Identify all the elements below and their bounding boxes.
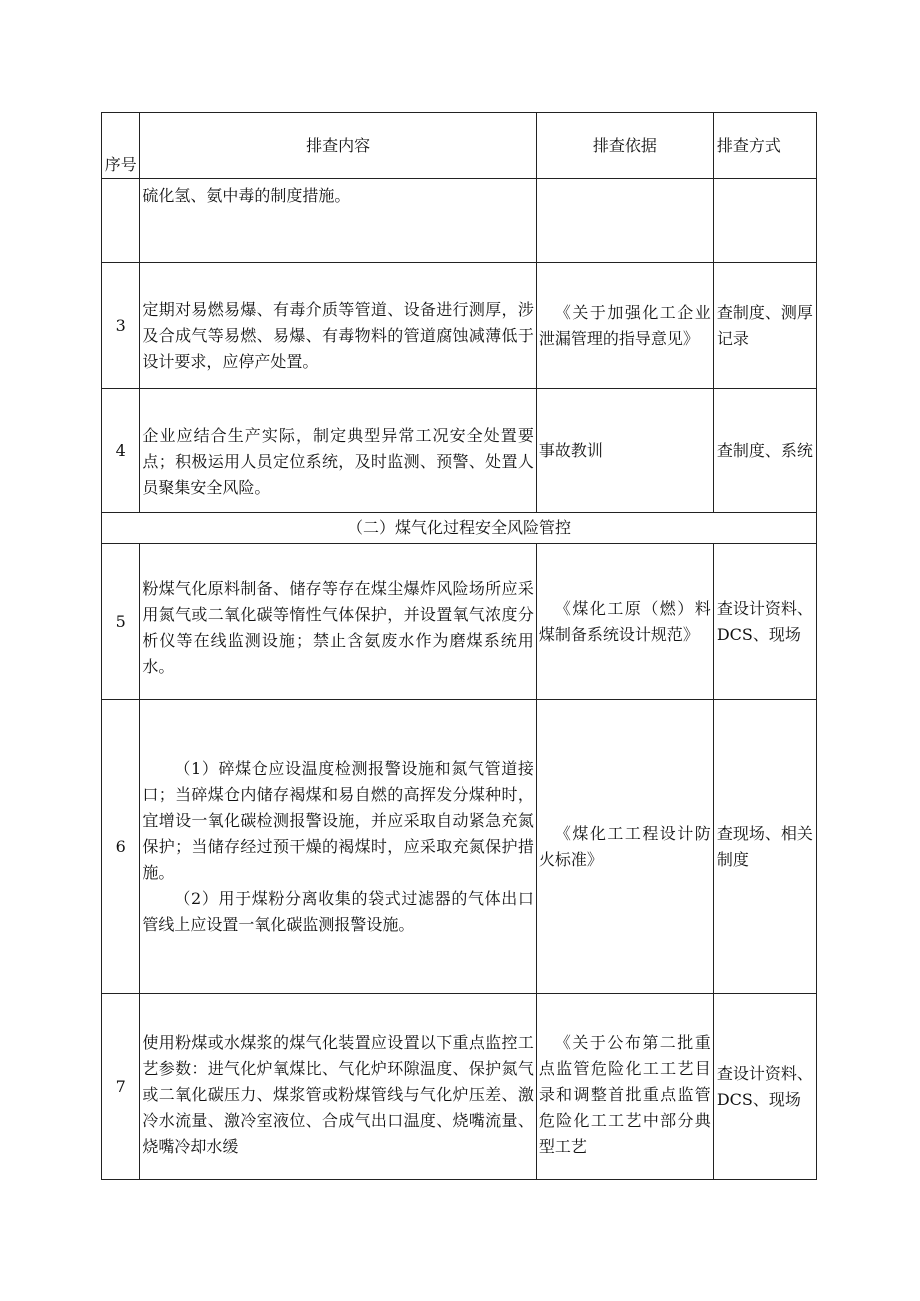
row-basis — [536, 994, 713, 1180]
content-text: 粉煤气化原料制备、储存等存在煤尘爆炸风险场所应采用氮气或二氧化碳等惰性气体保护，并设置氧气浓度分析仪等在线监测设施；禁止含氨废水作为磨煤系统用水。 — [142, 578, 534, 676]
row-content — [140, 544, 536, 700]
row-no: 7 — [102, 994, 140, 1180]
row-no: 4 — [102, 389, 140, 513]
row-content — [140, 179, 536, 263]
header-no: 序号 — [102, 113, 140, 179]
content-text: （1）碎煤仓应设温度检测报警设施和氮气管道接口；当碎煤仓内储存褐煤和易自燃的高挥发分煤种时，宜增设一氧化碳检测报警设施，并应采取自动紧急充氮保护；当储存经过预干燥的褐煤时，应采取充氮保护措施。 — [142, 758, 534, 882]
row-method — [713, 179, 816, 263]
section-row — [102, 513, 817, 544]
row-content — [140, 389, 536, 513]
table-row — [102, 179, 817, 263]
row-no: 3 — [102, 263, 140, 389]
row-basis — [536, 179, 713, 263]
row-method: 查设计资料、DCS、现场 — [713, 994, 816, 1180]
row-method: 查制度、测厚记录 — [713, 263, 816, 389]
basis-text: 《煤化工原（燃）料煤制备系统设计规范》 — [538, 598, 711, 644]
row-method: 查现场、相关制度 — [713, 700, 816, 994]
table-row — [102, 994, 817, 1180]
content-text: 使用粉煤或水煤浆的煤气化装置应设置以下重点监控工艺参数：进气化炉氧煤比、气化炉环隙温度、保护氮气或二氧化碳压力、煤浆管或粉煤管线与气化炉压差、激冷水流量、激冷室液位、合成气出口温度、烧嘴流量、烧嘴冷却水缓 — [142, 1032, 534, 1156]
row-no — [102, 179, 140, 263]
header-method: 排查方式 — [713, 113, 816, 179]
content-text: 企业应结合生产实际，制定典型异常工况安全处置要点；积极运用人员定位系统，及时监测、预警、处置人员聚集安全风险。 — [142, 425, 534, 497]
row-basis — [536, 544, 713, 700]
header-basis: 排查依据 — [536, 113, 713, 179]
row-basis — [536, 263, 713, 389]
section-title: （二）煤气化过程安全风险管控 — [102, 513, 817, 544]
table-row — [102, 544, 817, 700]
table-row — [102, 389, 817, 513]
row-method: 查设计资料、DCS、现场 — [713, 544, 816, 700]
row-method: 查制度、系统 — [713, 389, 816, 513]
table-row — [102, 263, 817, 389]
content-text: 硫化氢、氨中毒的制度措施。 — [142, 186, 351, 205]
row-content — [140, 994, 536, 1180]
table-row — [102, 700, 817, 994]
basis-text: 《煤化工工程设计防火标准》 — [538, 823, 711, 869]
row-basis — [536, 700, 713, 994]
row-content — [140, 700, 536, 994]
row-content — [140, 263, 536, 389]
row-basis — [536, 389, 713, 513]
inspection-table — [101, 112, 817, 1180]
header-content: 排查内容 — [140, 113, 536, 179]
basis-text: 《关于公布第二批重点监管危险化工工艺目录和调整首批重点监管危险化工工艺中部分典型工艺 — [538, 1032, 711, 1156]
table-header-row — [102, 113, 817, 179]
content-text: 定期对易燃易爆、有毒介质等管道、设备进行测厚，涉及合成气等易燃、易爆、有毒物料的管道腐蚀减薄低于设计要求，应停产处置。 — [142, 299, 534, 371]
row-no: 5 — [102, 544, 140, 700]
content-text: （2）用于煤粉分离收集的袋式过滤器的气体出口管线上应设置一氧化碳监测报警设施。 — [142, 888, 534, 934]
basis-text: 《关于加强化工企业泄漏管理的指导意见》 — [538, 302, 711, 348]
basis-text: 事故教训 — [538, 440, 603, 460]
row-no: 6 — [102, 700, 140, 994]
